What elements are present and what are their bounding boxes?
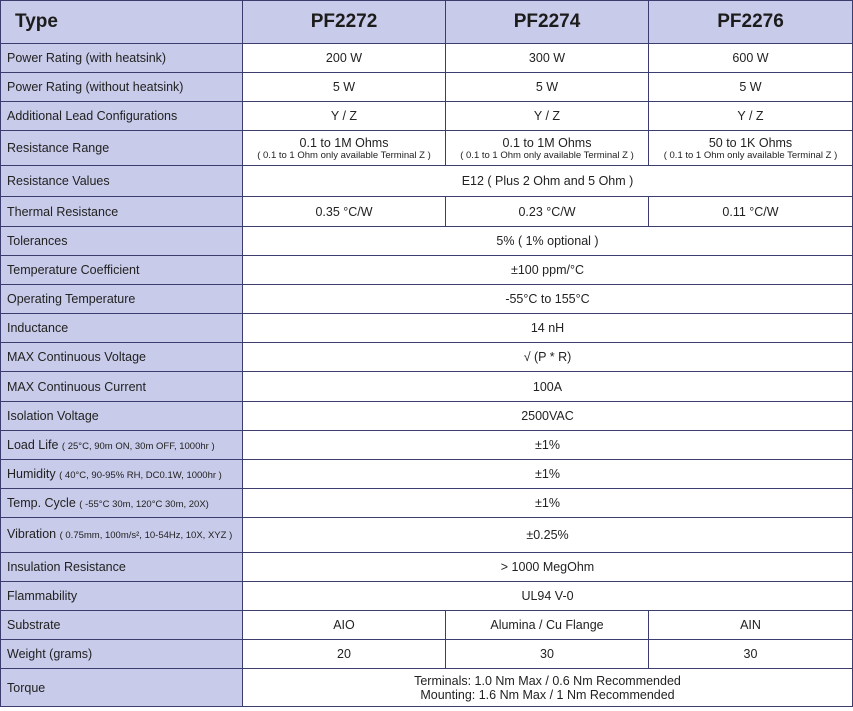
label-text: Vibration [7,527,57,541]
cell-value: E12 ( Plus 2 Ohm and 5 Ohm ) [243,166,853,197]
table-row [1,256,853,285]
table-row [1,372,853,402]
cell-value: AIN [649,611,853,640]
cell-value: 0.35 °C/W [243,197,446,227]
label-text: Load Life [7,438,59,452]
row-label: Torque [1,669,243,707]
cell-value: ±1% [243,460,853,489]
row-label: Resistance Values [1,166,243,197]
torque-terminals: Terminals: 1.0 Nm Max / 0.6 Nm Recommended [414,673,681,688]
torque-mounting: Mounting: 1.6 Nm Max / 1 Nm Recommended [420,687,675,702]
table-row [1,197,853,227]
table-row [1,131,853,166]
cell-value: 30 [649,640,853,669]
range-note: ( 0.1 to 1 Ohm only available Terminal Z ) [257,149,431,161]
table-row [1,489,853,518]
row-label: Tolerances [1,227,243,256]
cell-value: √ (P * R) [243,343,853,372]
cell-value: 600 W [649,44,853,73]
table-row [1,640,853,669]
table-row [1,73,853,102]
table-row [1,102,853,131]
table-row [1,553,853,582]
cell-value [446,131,649,166]
cell-value [243,131,446,166]
table-row [1,460,853,489]
table-row [1,285,853,314]
row-label: Substrate [1,611,243,640]
row-label: MAX Continuous Current [1,372,243,402]
cell-value: Y / Z [243,102,446,131]
cell-value: 100A [243,372,853,402]
row-label: Additional Lead Configurations [1,102,243,131]
cell-value [649,131,853,166]
cell-value: > 1000 MegOhm [243,553,853,582]
label-note: ( -55°C 30m, 120°C 30m, 20X) [79,499,209,510]
cell-value: 200 W [243,44,446,73]
row-label: Weight (grams) [1,640,243,669]
header-row [1,1,853,44]
cell-value: 300 W [446,44,649,73]
row-label: Thermal Resistance [1,197,243,227]
label-text: Humidity [7,467,56,481]
cell-value: ±1% [243,489,853,518]
table-row [1,582,853,611]
cell-value: ±1% [243,431,853,460]
table-row [1,166,853,197]
row-label: Operating Temperature [1,285,243,314]
cell-value: Y / Z [446,102,649,131]
range-note: ( 0.1 to 1 Ohm only available Terminal Z ) [460,149,634,161]
row-label [1,460,243,489]
cell-value: 5 W [243,73,446,102]
row-label: Power Rating (without heatsink) [1,73,243,102]
cell-value: 14 nH [243,314,853,343]
model-header-1: PF2272 [243,1,446,44]
cell-value: AIO [243,611,446,640]
range-note: ( 0.1 to 1 Ohm only available Terminal Z ) [663,149,838,161]
table-row [1,431,853,460]
row-label: Temperature Coefficient [1,256,243,285]
cell-value: 5% ( 1% optional ) [243,227,853,256]
cell-value: 2500VAC [243,402,853,431]
label-note: ( 0.75mm, 100m/s², 10-54Hz, 10X, XYZ ) [59,530,233,541]
type-header: Type [1,1,243,44]
row-label: MAX Continuous Voltage [1,343,243,372]
table-row [1,402,853,431]
cell-value: UL94 V-0 [243,582,853,611]
range-value: 0.1 to 1M Ohms [299,135,389,150]
cell-value: 0.11 °C/W [649,197,853,227]
table-row [1,518,853,553]
cell-value [243,669,853,707]
table-row [1,314,853,343]
row-label: Insulation Resistance [1,553,243,582]
row-label [1,489,243,518]
range-value: 50 to 1K Ohms [708,135,793,150]
table-row [1,669,853,707]
cell-value: Alumina / Cu Flange [446,611,649,640]
row-label: Power Rating (with heatsink) [1,44,243,73]
cell-value: ±0.25% [243,518,853,553]
row-label: Resistance Range [1,131,243,166]
model-header-3: PF2276 [649,1,853,44]
cell-value: -55°C to 155°C [243,285,853,314]
cell-value: 0.23 °C/W [446,197,649,227]
cell-value: 30 [446,640,649,669]
row-label [1,431,243,460]
row-label [1,518,243,553]
label-text: Temp. Cycle [7,496,76,510]
table-row [1,343,853,372]
table-row [1,611,853,640]
range-value: 0.1 to 1M Ohms [502,135,592,150]
table-row [1,227,853,256]
cell-value: ±100 ppm/°C [243,256,853,285]
label-note: ( 40°C, 90-95% RH, DC0.1W, 1000hr ) [59,470,222,481]
cell-value: Y / Z [649,102,853,131]
cell-value: 5 W [649,73,853,102]
label-note: ( 25°C, 90m ON, 30m OFF, 1000hr ) [61,441,215,452]
model-header-2: PF2274 [446,1,649,44]
row-label: Isolation Voltage [1,402,243,431]
cell-value: 5 W [446,73,649,102]
row-label: Inductance [1,314,243,343]
row-label: Flammability [1,582,243,611]
cell-value: 20 [243,640,446,669]
table-row [1,44,853,73]
